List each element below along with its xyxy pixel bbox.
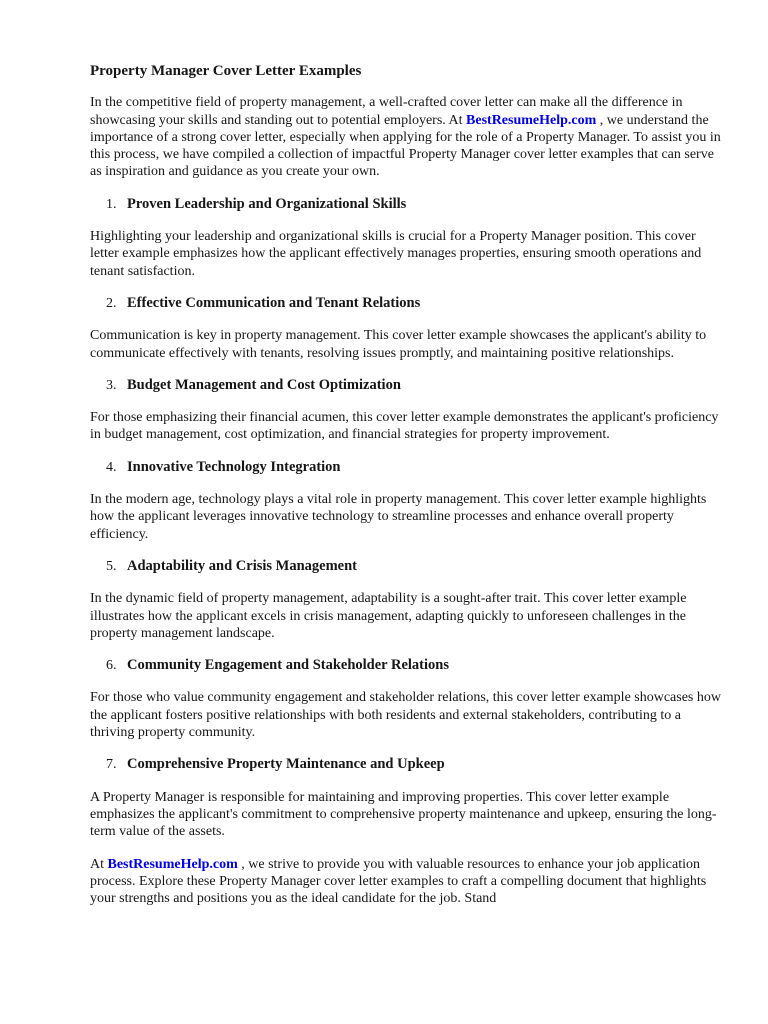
- list-item: [106, 377, 723, 394]
- item-paragraph: In the dynamic field of property management, adaptability is a sought-after trait. This cover letter example illustrates how the applicant excels in crisis management, adapting quickly to unforeseen challenges in the property management landscape.: [90, 591, 687, 641]
- item-heading: Comprehensive Property Maintenance and Upkeep: [127, 756, 445, 773]
- item-paragraph: Highlighting your leadership and organizational skills is crucial for a Property Manager position. This cover letter example emphasizes how the applicant effectively manages properties, ensuring smooth operations and tenant satisfaction.: [90, 229, 702, 279]
- item-heading: Proven Leadership and Organizational Skills: [127, 195, 407, 212]
- item-number: 4.: [106, 459, 117, 475]
- page-title: Property Manager Cover Letter Examples: [90, 63, 362, 79]
- item-paragraph: For those who value community engagement and stakeholder relations, this cover letter example showcases how the applicant fosters positive relationships with both residents and external stakeholders, contributing to a thriving property community.: [90, 690, 721, 741]
- item-number: 5.: [106, 558, 117, 574]
- list-item: [106, 295, 723, 312]
- intro-text-after-link: , we understand the importance of a strong cover letter, especially when applying for the role of a Property Manager. To assist you in this process, we have compiled a collection of impactful Property Manager cover letter examples that can serve as inspiration and guidance as you create your own.: [90, 112, 721, 180]
- list-item: [106, 196, 723, 213]
- list-item: [106, 756, 723, 773]
- list-item: [106, 558, 723, 575]
- intro-paragraph: [90, 94, 723, 180]
- closing-text-before-link: At: [90, 856, 108, 872]
- closing-paragraph: [90, 856, 723, 908]
- item-heading: Innovative Technology Integration: [127, 458, 341, 475]
- item-number: 2.: [106, 295, 117, 311]
- bestresumehelp-link[interactable]: BestResumeHelp.com: [107, 856, 238, 872]
- list-item: [106, 657, 723, 674]
- item-paragraph: For those emphasizing their financial acumen, this cover letter example demonstrates the applicant's proficiency in budget management, cost optimization, and financial strategies for property improvement.: [90, 410, 719, 443]
- item-heading: Budget Management and Cost Optimization: [127, 376, 401, 393]
- closing-text-after-link: , we strive to provide you with valuable resources to enhance your job application process. Explore these Property Manager cover letter examples to craft a compelling document that highlights your strengths and positions you as the ideal candidate for the job. Stand: [90, 856, 707, 907]
- item-heading: Community Engagement and Stakeholder Relations: [127, 657, 449, 674]
- item-heading: Effective Communication and Tenant Relations: [127, 294, 421, 311]
- item-paragraph: A Property Manager is responsible for maintaining and improving properties. This cover letter example emphasizes the applicant's commitment to comprehensive property maintenance and upkeep, ensuring the long-term value of the assets.: [90, 789, 717, 840]
- item-number: 3.: [106, 377, 117, 393]
- item-heading: Adaptability and Crisis Management: [127, 557, 358, 574]
- item-paragraph: In the modern age, technology plays a vital role in property management. This cover letter example highlights how the applicant leverages innovative technology to streamline processes and enhance overall property efficiency.: [90, 492, 707, 542]
- item-number: 7.: [106, 757, 117, 773]
- item-paragraph: Communication is key in property management. This cover letter example showcases the applicant's ability to communicate effectively with tenants, resolving issues promptly, and maintaining positive relationships.: [90, 328, 707, 361]
- item-number: 6.: [106, 658, 117, 674]
- list-item: [106, 459, 723, 476]
- numbered-list: [90, 196, 723, 841]
- item-number: 1.: [106, 196, 117, 212]
- bestresumehelp-link[interactable]: BestResumeHelp.com: [466, 112, 597, 128]
- intro-text-before-link: In the competitive field of property management, a well-crafted cover letter can make all the difference in showcasing your skills and standing out to potential employers. At: [90, 95, 683, 128]
